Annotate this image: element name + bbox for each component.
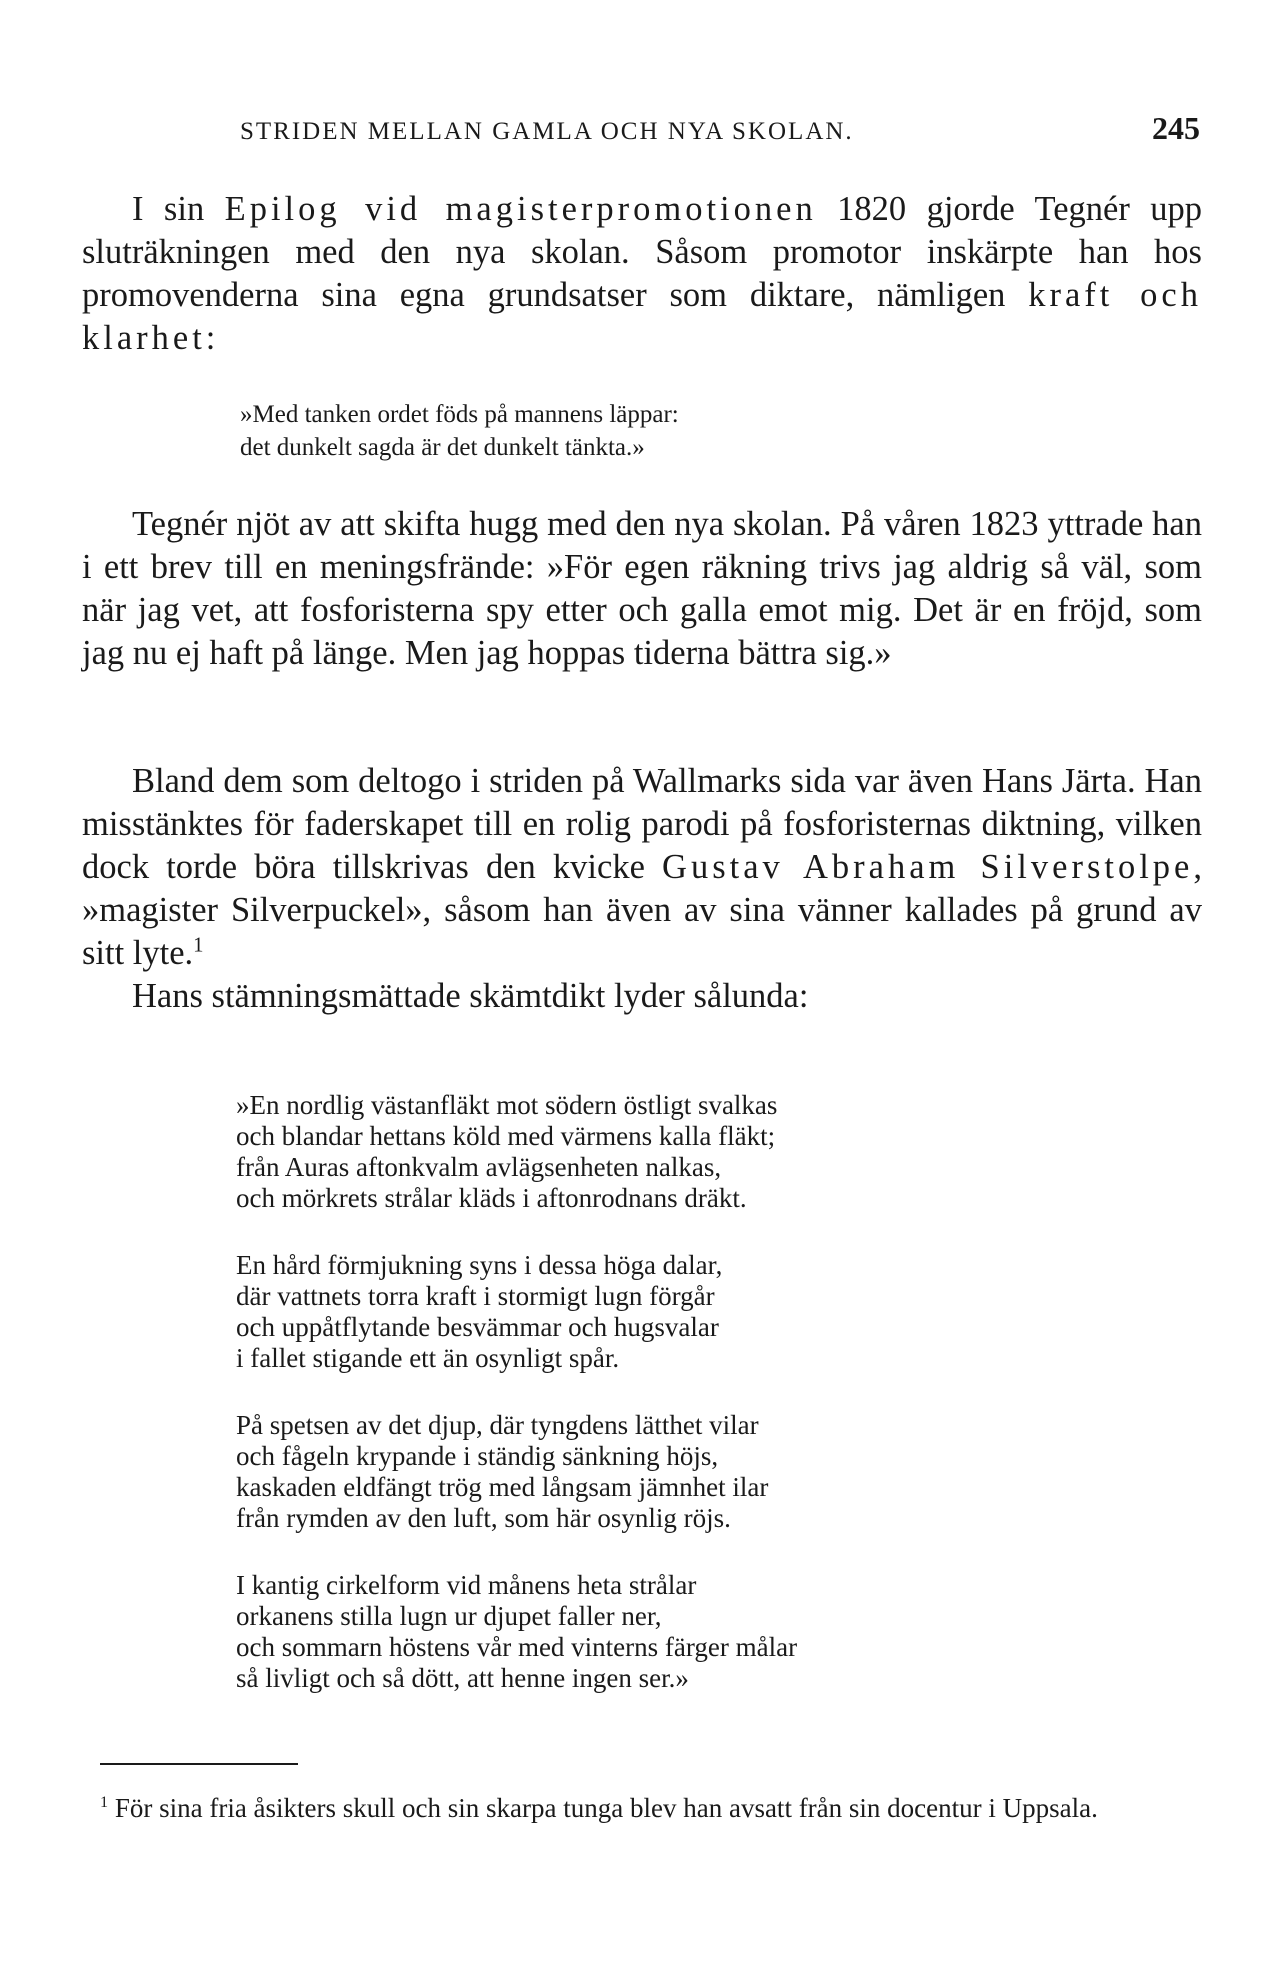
poem-line: och uppåtflytande besvämmar och hugsvalar — [236, 1312, 719, 1342]
poem-line: På spetsen av det djup, där tyngdens lätthet vilar — [236, 1410, 759, 1440]
poem-line: så livligt och så dött, att henne ingen ser.» — [236, 1663, 689, 1693]
poem-stanza — [236, 1250, 797, 1374]
poem-line: från Auras aftonkvalm avlägsenheten nalkas, — [236, 1152, 722, 1182]
poem-line: En hård förmjukning syns i dessa höga dalar, — [236, 1250, 723, 1280]
poem-line: och mörkrets strålar kläds i aftonrodnans dräkt. — [236, 1183, 747, 1213]
name-silverstolpe: Gustav Abraham Silverstolpe — [662, 848, 1194, 886]
poem-line: I kantig cirkelform vid månens heta strålar — [236, 1570, 697, 1600]
poem-line: och fågeln krypande i ständig sänkning höjs, — [236, 1441, 719, 1471]
quote-block — [240, 398, 679, 464]
footnote — [100, 1790, 1200, 1827]
running-head — [240, 110, 1200, 147]
poem-line: och sommarn höstens vår med vinterns färger målar — [236, 1632, 798, 1662]
quote-line: det dunkelt sagda är det dunkelt tänkta.» — [240, 434, 645, 461]
page-number: 245 — [1152, 110, 1200, 146]
poem-line: där vattnets torra kraft i stormigt lugn förgår — [236, 1281, 715, 1311]
poem-line: »En nordlig västanfläkt mot södern östligt svalkas — [236, 1090, 778, 1120]
poem-line: från rymden av den luft, som här osynlig röjs. — [236, 1503, 731, 1533]
poem-stanza — [236, 1410, 797, 1534]
footnote-rule — [100, 1763, 298, 1765]
footnote-reference: 1 — [193, 934, 204, 957]
paragraph-2: Tegnér njöt av att skifta hugg med den nya skolan. På våren 1823 yttrade han i ett brev till en meningsfrände: »För egen räkning trivs jag aldrig så väl, som när jag vet, att fosforisterna spy etter och galla emot mig. Det är en fröjd, som jag nu ej haft på länge. Men jag hoppas tiderna bättra sig.» — [82, 505, 1202, 672]
poem-line: kaskaden eldfängt trög med långsam jämnhet ilar — [236, 1472, 769, 1502]
poem-line: och blandar hettans köld med värmens kalla fläkt; — [236, 1121, 776, 1151]
poem-stanza — [236, 1090, 797, 1214]
footnote-marker: 1 — [100, 1793, 109, 1811]
emphasis-kraft-klarhet: kraft och klarhet — [82, 276, 1202, 357]
paragraph-4: Hans stämningsmättade skämtdikt lyder sålunda: — [132, 977, 809, 1015]
quote-line: »Med tanken ordet föds på mannens läppar: — [240, 401, 679, 428]
poem-stanza — [236, 1570, 797, 1694]
poem-line: i fallet stigande ett än osynligt spår. — [236, 1343, 620, 1373]
paragraph-1: I sin Epilog vid magisterpromotionen 1820 gjorde Tegnér upp sluträkningen med den nya skolan. Såsom promotor inskärpte han hos promovenderna sina egna grundsatser som diktare, nämligen kraft och klarhet: — [82, 190, 1203, 357]
title-epilog: Epilog vid magisterpromotionen — [224, 190, 817, 228]
poem — [236, 1090, 797, 1730]
paragraph-3: Bland dem som deltogo i striden på Wallmarks sida var även Hans Järta. Han misstänktes för faderskapet till en rolig parodi på fosforisternas diktning, vilken dock torde böra tillskrivas den kvicke Gustav Abraham Silverstolpe, »magister Silverpuckel», såsom han även av sina vänner kallades på grund av sitt lyte.$^1$ Hans stämningsmättade skämtdikt lyder sålunda: — [82, 760, 1202, 1018]
footnote-text: För sina fria åsikters skull och sin skarpa tunga blev han avsatt från sin docentur i Uppsala. — [114, 1793, 1098, 1823]
poem-line: orkanens stilla lugn ur djupet faller ner, — [236, 1601, 662, 1631]
header-title: STRIDEN MELLAN GAMLA OCH NYA SKOLAN. — [240, 118, 854, 145]
